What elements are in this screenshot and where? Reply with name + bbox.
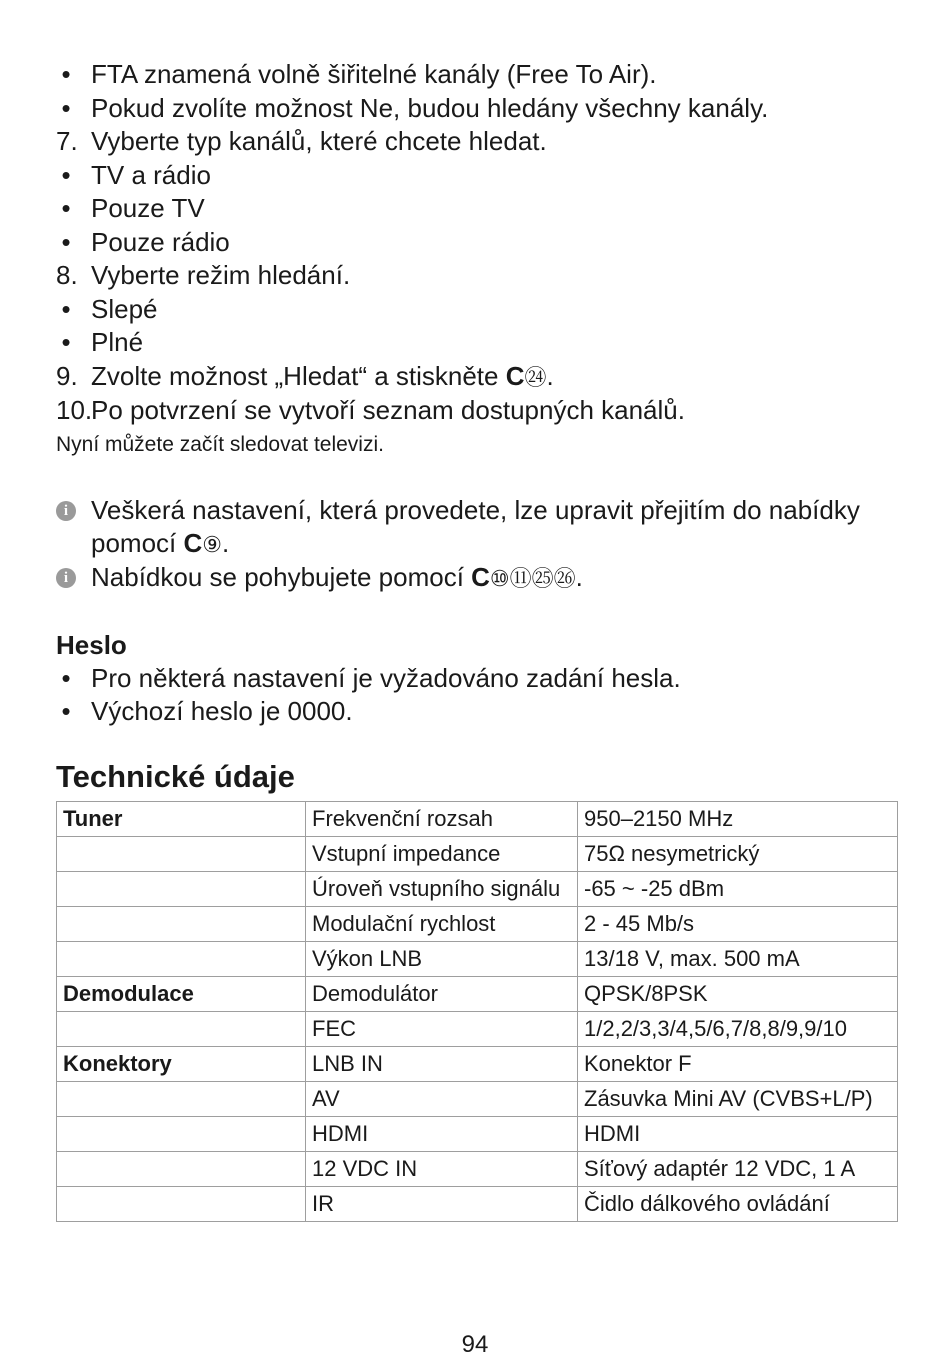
table-row: [57, 1186, 898, 1221]
spec-parameter-cell: LNB IN: [306, 1046, 578, 1081]
bullet-item: • Slepé: [56, 293, 898, 327]
bullet: •: [61, 193, 71, 223]
spec-parameter-cell: Vstupní impedance: [306, 836, 578, 871]
spec-value-cell: Čidlo dálkového ovládání: [578, 1186, 898, 1221]
table-row: [57, 941, 898, 976]
spec-group-cell: Konektory: [57, 1046, 306, 1081]
step-number: 8.: [56, 260, 78, 290]
spec-group-cell: [57, 906, 306, 941]
spec-group-cell: [57, 1116, 306, 1151]
spec-parameter-cell: HDMI: [306, 1116, 578, 1151]
table-row: [57, 836, 898, 871]
info-note-navigation: i Nabídkou se pohybujete pomocí C⑩⑪㉕㉖.: [56, 561, 898, 595]
spec-value-cell: 950–2150 MHz: [578, 801, 898, 836]
password-item: • Pro některá nastavení je vyžadováno zadání hesla.: [56, 662, 898, 696]
bullet-item: • Plné: [56, 326, 898, 360]
bullet: •: [61, 662, 71, 693]
spec-value-cell: Zásuvka Mini AV (CVBS+L/P): [578, 1081, 898, 1116]
bullet-item: • FTA znamená volně šiřitelné kanály (Free To Air).: [56, 58, 898, 92]
step-number: 9.: [56, 360, 78, 391]
step-number: 7.: [56, 126, 78, 156]
spec-group-cell: [57, 1081, 306, 1116]
spec-parameter-cell: FEC: [306, 1011, 578, 1046]
step-9: 9. Zvolte možnost „Hledat“ a stiskněte C㉔.: [56, 360, 898, 395]
button-reference: ㉔: [524, 364, 547, 390]
spec-parameter-cell: AV: [306, 1081, 578, 1116]
spec-value-cell: Síťový adaptér 12 VDC, 1 A: [578, 1151, 898, 1186]
bullet: •: [61, 159, 71, 190]
numbered-step: 8. Vyberte režim hledání.: [56, 259, 898, 293]
spec-parameter-cell: 12 VDC IN: [306, 1151, 578, 1186]
table-row: [57, 801, 898, 836]
remote-button-c: C: [471, 561, 490, 592]
spec-parameter-cell: Výkon LNB: [306, 941, 578, 976]
numbered-step: 7. Vyberte typ kanálů, které chcete hledat.: [56, 125, 898, 159]
spec-value-cell: 2 - 45 Mb/s: [578, 906, 898, 941]
step-number: 10.: [56, 395, 93, 425]
table-row: [57, 1151, 898, 1186]
setup-steps-list: [56, 58, 898, 360]
info-icon: i: [56, 568, 76, 588]
after-setup-note: Nyní můžete začít sledovat televizi.: [56, 432, 384, 456]
spec-value-cell: QPSK/8PSK: [578, 976, 898, 1011]
table-row: [57, 871, 898, 906]
spec-parameter-cell: Demodulátor: [306, 976, 578, 1011]
step-10: 10. Po potvrzení se vytvoří seznam dostupných kanálů.: [56, 394, 898, 428]
info-note-settings: i Veškerá nastavení, která provedete, lze upravit přejitím do nabídky pomocí C⑨.: [56, 494, 898, 561]
password-heading: Heslo: [56, 629, 127, 660]
specs-table: [56, 801, 898, 1222]
spec-parameter-cell: Úroveň vstupního signálu: [306, 871, 578, 906]
spec-value-cell: -65 ~ -25 dBm: [578, 871, 898, 906]
spec-group-cell: [57, 836, 306, 871]
remote-button-c: C: [505, 360, 525, 391]
spec-group-cell: [57, 941, 306, 976]
button-reference: ⑩⑪㉕㉖: [489, 565, 576, 591]
spec-group-cell: [57, 1151, 306, 1186]
spec-value-cell: Konektor F: [578, 1046, 898, 1081]
spec-group-cell: [57, 1186, 306, 1221]
bullet: •: [61, 327, 71, 357]
table-row: [57, 1116, 898, 1151]
bullet: •: [61, 293, 71, 324]
remote-button-c: C: [183, 527, 203, 558]
spec-value-cell: HDMI: [578, 1116, 898, 1151]
bullet: •: [61, 696, 71, 726]
table-row: [57, 1011, 898, 1046]
specs-heading: Technické údaje: [56, 758, 295, 794]
spec-value-cell: 1/2,2/3,3/4,5/6,7/8,8/9,9/10: [578, 1011, 898, 1046]
bullet-item: • TV a rádio: [56, 159, 898, 193]
table-row: [57, 1081, 898, 1116]
spec-group-cell: [57, 871, 306, 906]
info-icon: i: [56, 501, 76, 521]
bullet-item: • Pouze rádio: [56, 226, 898, 260]
spec-parameter-cell: Frekvenční rozsah: [306, 801, 578, 836]
spec-parameter-cell: Modulační rychlost: [306, 906, 578, 941]
spec-group-cell: Demodulace: [57, 976, 306, 1011]
table-row: [57, 1046, 898, 1081]
spec-value-cell: 13/18 V, max. 500 mA: [578, 941, 898, 976]
manual-page: [56, 58, 898, 1222]
page-number: 94: [461, 1331, 489, 1358]
spec-group-cell: [57, 1011, 306, 1046]
spec-value-cell: 75Ω nesymetrický: [578, 836, 898, 871]
bullet-item: • Pouze TV: [56, 192, 898, 226]
table-row: [57, 906, 898, 941]
bullet: •: [61, 59, 71, 89]
button-reference: ⑨: [202, 531, 223, 557]
spec-group-cell: Tuner: [57, 801, 306, 836]
table-row: [57, 976, 898, 1011]
bullet: •: [61, 226, 71, 257]
bullet-item: • Pokud zvolíte možnost Ne, budou hledány všechny kanály.: [56, 92, 898, 126]
spec-parameter-cell: IR: [306, 1186, 578, 1221]
password-item: • Výchozí heslo je 0000.: [56, 695, 898, 729]
bullet: •: [61, 92, 71, 123]
